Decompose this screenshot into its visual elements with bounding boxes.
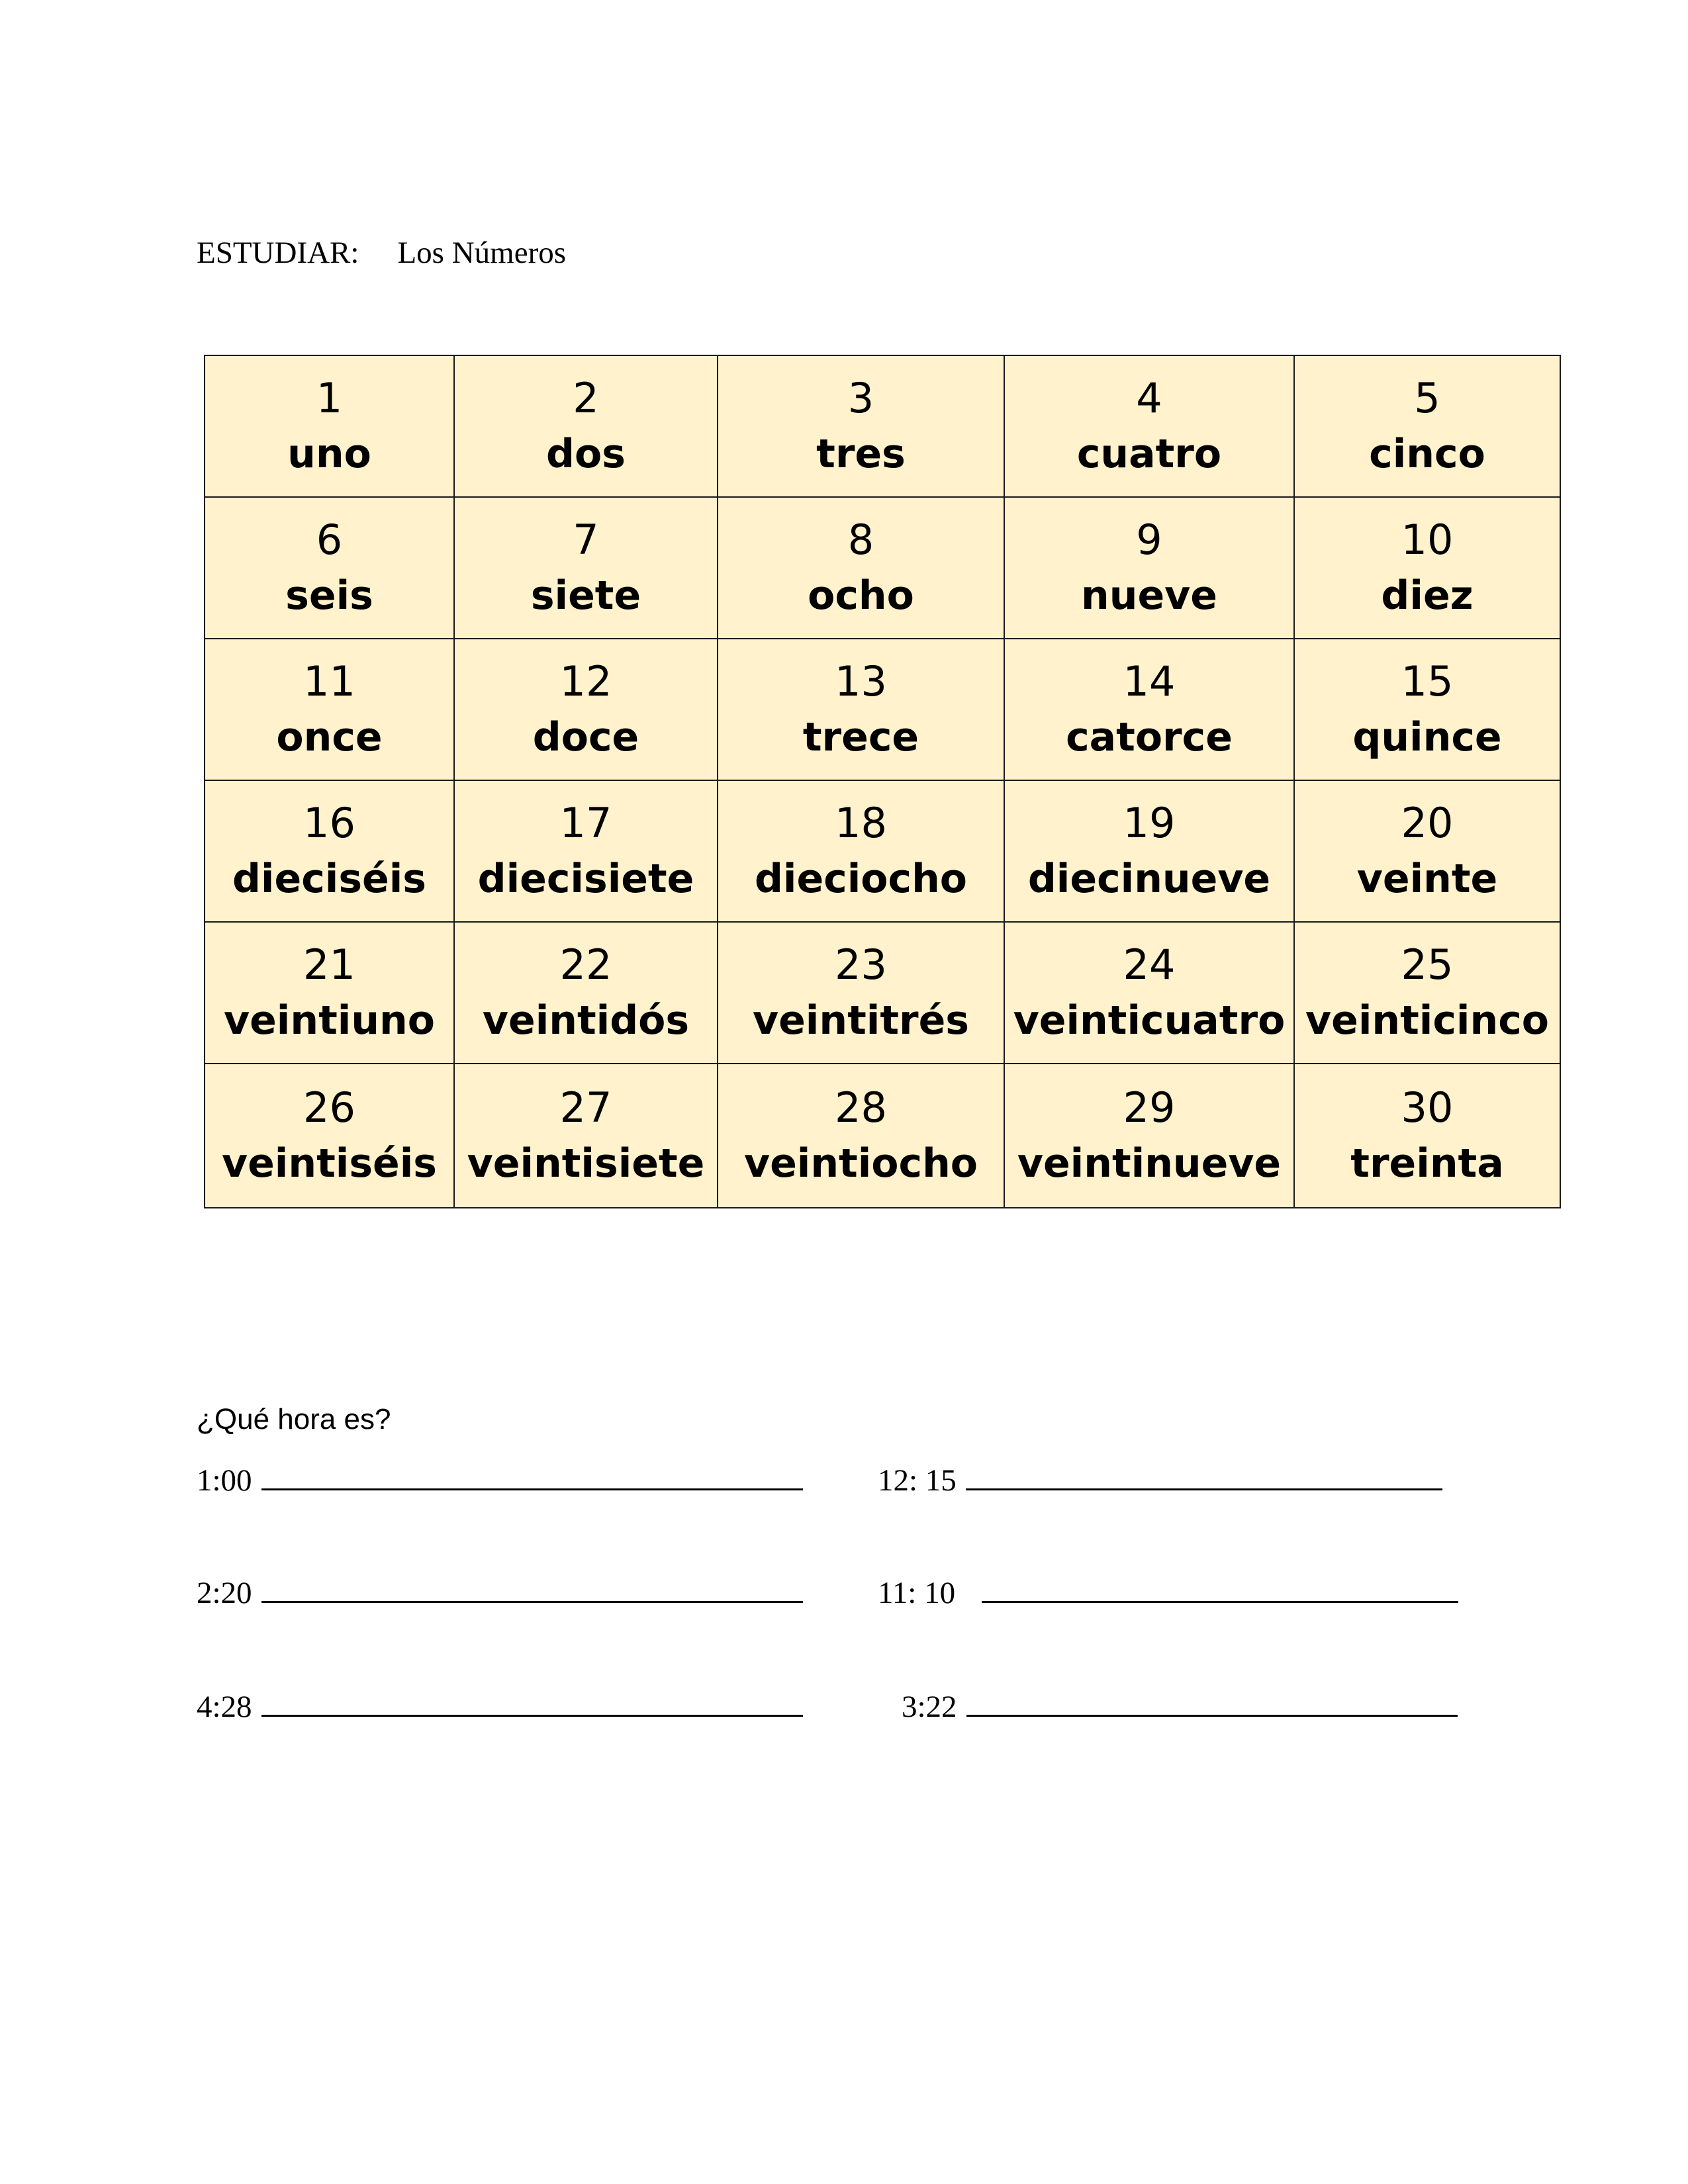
number-word: veinte (1356, 856, 1498, 902)
numbers-row (205, 780, 1560, 922)
number-word: veinticinco (1305, 997, 1549, 1044)
number-word: tres (816, 431, 906, 477)
number-digit: 22 (559, 940, 612, 989)
number-word: veintitrés (752, 997, 969, 1044)
number-digit: 26 (303, 1083, 355, 1132)
number-word: trece (802, 714, 919, 760)
time-answer-row (902, 1689, 1458, 1725)
exercise-question: ¿Qué hora es? (197, 1403, 391, 1435)
number-word: doce (532, 714, 639, 760)
time-answer-row (878, 1575, 1458, 1611)
number-digit: 17 (559, 799, 612, 847)
time-label: 1:00 (197, 1463, 252, 1498)
number-word: treinta (1350, 1140, 1504, 1187)
number-word: veintiocho (743, 1140, 978, 1187)
number-cell (205, 922, 454, 1064)
number-cell (1294, 497, 1560, 639)
time-label: 3:22 (902, 1690, 957, 1724)
number-digit: 29 (1123, 1083, 1176, 1132)
number-cell (205, 780, 454, 922)
number-word: catorce (1066, 714, 1233, 760)
number-word: ocho (808, 572, 914, 619)
number-word: veinticuatro (1013, 997, 1286, 1044)
number-cell (718, 497, 1004, 639)
number-cell (718, 1064, 1004, 1208)
numbers-row (205, 497, 1560, 639)
number-digit: 18 (835, 799, 887, 847)
numbers-row (205, 1064, 1560, 1208)
number-digit: 12 (559, 657, 612, 705)
time-label: 12: 15 (878, 1463, 957, 1498)
number-word: dos (546, 431, 626, 477)
number-cell (1294, 1064, 1560, 1208)
number-digit: 25 (1401, 940, 1454, 989)
time-answer-row (878, 1463, 1442, 1498)
number-word: diecinueve (1027, 856, 1271, 902)
time-label: 2:20 (197, 1576, 252, 1610)
time-answer-row (197, 1689, 803, 1725)
number-word: once (276, 714, 383, 760)
answer-blank[interactable] (966, 1466, 1442, 1490)
number-word: dieciocho (754, 856, 968, 902)
answer-blank[interactable] (261, 1578, 803, 1603)
number-cell (1004, 1064, 1294, 1208)
number-cell (718, 780, 1004, 922)
number-cell (454, 1064, 718, 1208)
number-word: uno (287, 431, 371, 477)
number-digit: 19 (1123, 799, 1176, 847)
number-digit: 30 (1401, 1083, 1454, 1132)
number-word: veintidós (482, 997, 690, 1044)
number-digit: 20 (1401, 799, 1454, 847)
number-digit: 11 (303, 657, 355, 705)
number-word: diecisiete (477, 856, 694, 902)
number-word: cuatro (1076, 431, 1222, 477)
number-cell (205, 497, 454, 639)
answer-blank[interactable] (261, 1692, 803, 1717)
number-cell (205, 1064, 454, 1208)
page-header (197, 235, 566, 271)
numbers-row (205, 922, 1560, 1064)
number-cell (205, 639, 454, 780)
number-digit: 10 (1401, 516, 1454, 564)
number-digit: 16 (303, 799, 355, 847)
number-word: diez (1381, 572, 1474, 619)
number-word: dieciséis (232, 856, 427, 902)
number-cell (1294, 922, 1560, 1064)
number-cell (718, 639, 1004, 780)
number-word: veintiuno (224, 997, 435, 1044)
number-cell (1004, 355, 1294, 497)
number-digit: 13 (835, 657, 887, 705)
number-cell (1004, 639, 1294, 780)
numbers-row (205, 639, 1560, 780)
time-label: 11: 10 (878, 1576, 956, 1610)
number-cell (718, 922, 1004, 1064)
number-cell (1004, 497, 1294, 639)
number-cell (454, 497, 718, 639)
numbers-row (205, 355, 1560, 497)
number-digit: 24 (1123, 940, 1176, 989)
number-digit: 9 (1136, 516, 1162, 564)
number-cell (1294, 780, 1560, 922)
number-digit: 3 (847, 374, 874, 422)
number-word: veintisiete (467, 1140, 705, 1187)
number-digit: 28 (835, 1083, 887, 1132)
number-cell (454, 922, 718, 1064)
number-digit: 6 (316, 516, 343, 564)
number-word: seis (285, 572, 373, 619)
number-cell (718, 355, 1004, 497)
numbers-table (204, 355, 1561, 1208)
header-subject: Los Números (397, 236, 567, 270)
number-word: nueve (1081, 572, 1217, 619)
number-cell (1004, 922, 1294, 1064)
number-digit: 4 (1136, 374, 1162, 422)
answer-blank[interactable] (966, 1692, 1458, 1717)
number-word: cinco (1369, 431, 1485, 477)
number-digit: 2 (573, 374, 599, 422)
number-cell (1294, 355, 1560, 497)
answer-blank[interactable] (261, 1466, 803, 1490)
number-cell (1004, 780, 1294, 922)
number-digit: 27 (559, 1083, 612, 1132)
time-answer-row (197, 1575, 803, 1611)
number-word: siete (530, 572, 641, 619)
number-digit: 14 (1123, 657, 1176, 705)
time-answer-row (197, 1463, 803, 1498)
number-digit: 1 (316, 374, 343, 422)
number-cell (205, 355, 454, 497)
time-label: 4:28 (197, 1690, 252, 1724)
number-word: veintinueve (1017, 1140, 1282, 1187)
number-cell (454, 780, 718, 922)
answer-blank[interactable] (982, 1578, 1458, 1603)
number-cell (454, 355, 718, 497)
number-word: quince (1352, 714, 1502, 760)
number-digit: 23 (835, 940, 887, 989)
number-digit: 8 (847, 516, 874, 564)
number-cell (454, 639, 718, 780)
number-digit: 21 (303, 940, 355, 989)
number-word: veintiséis (221, 1140, 438, 1187)
header-label: ESTUDIAR: (197, 236, 359, 270)
number-digit: 7 (573, 516, 599, 564)
number-digit: 5 (1414, 374, 1440, 422)
number-digit: 15 (1401, 657, 1454, 705)
number-cell (1294, 639, 1560, 780)
